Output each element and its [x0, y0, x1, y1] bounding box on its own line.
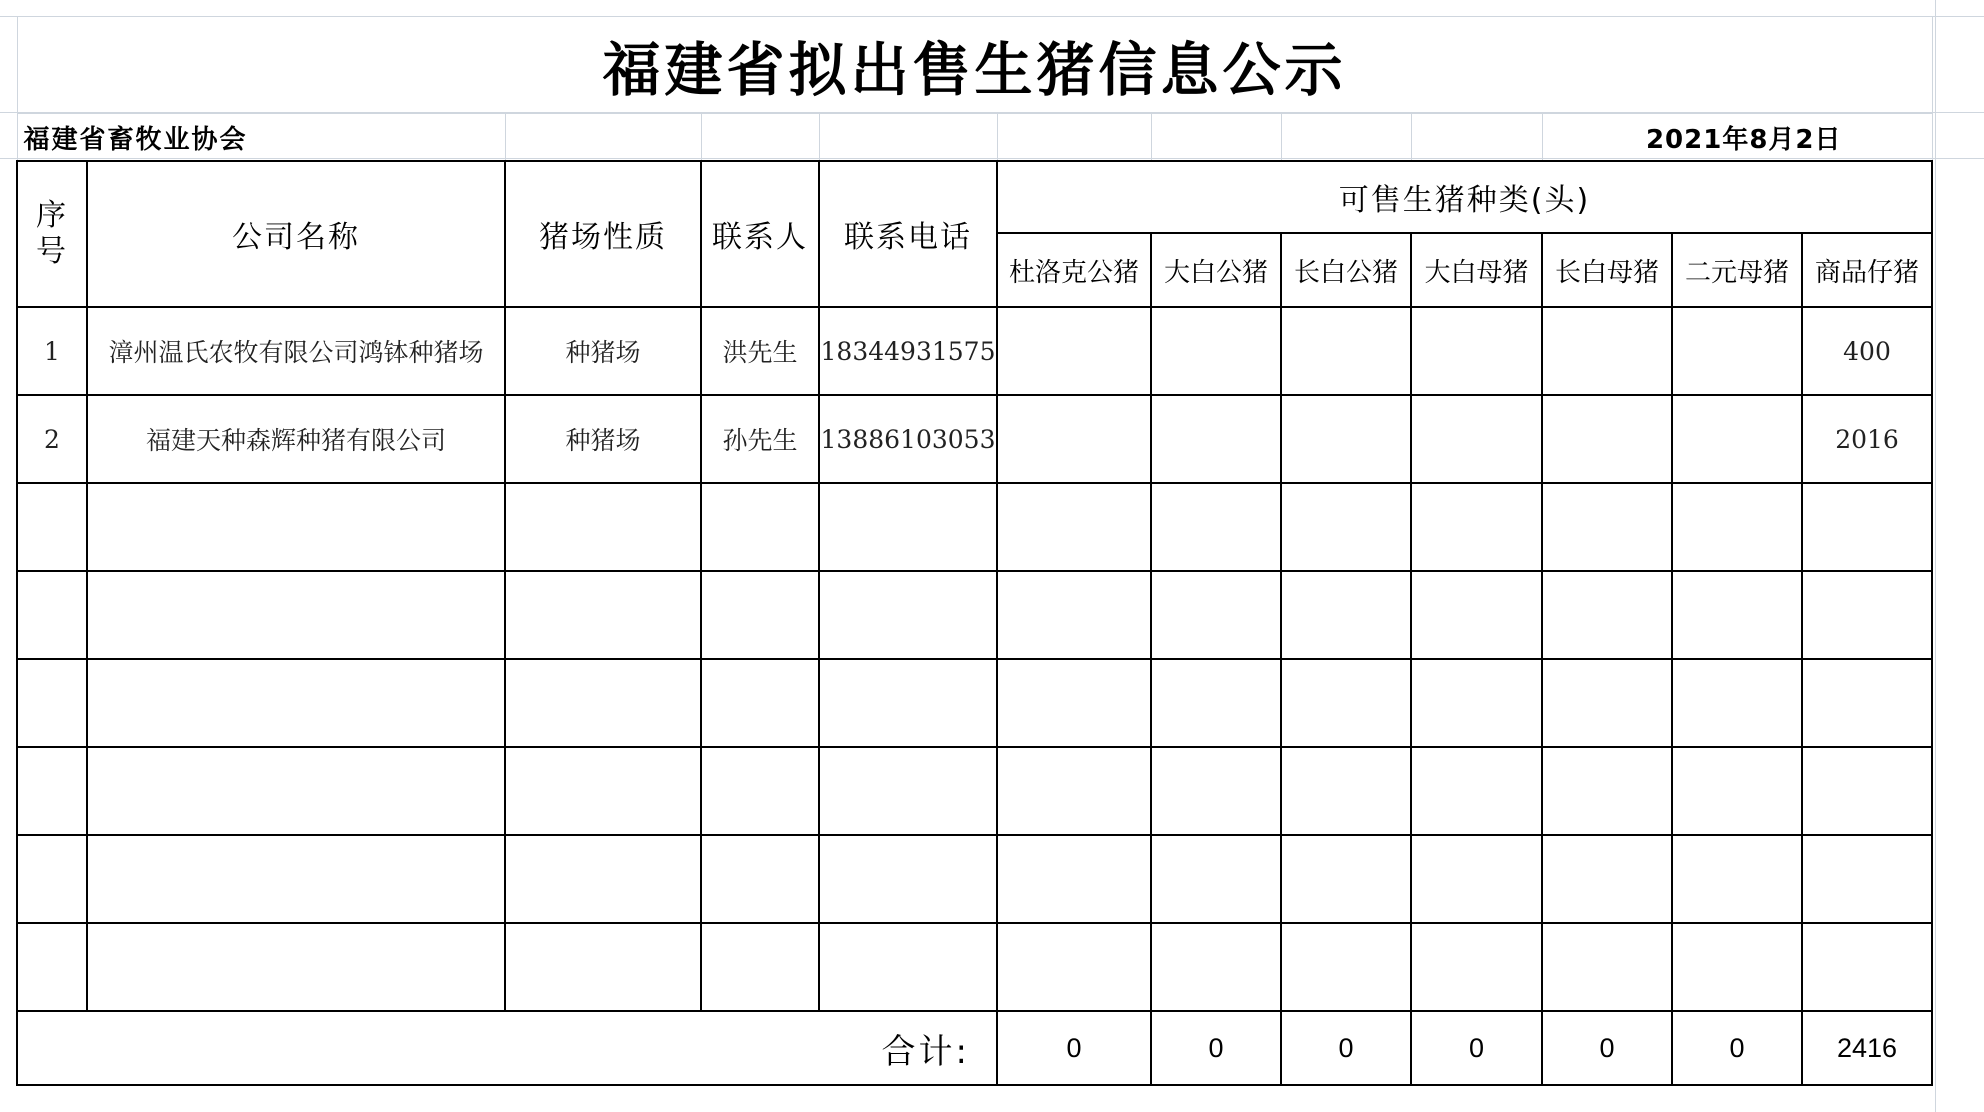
- total-value: 0: [1672, 1011, 1802, 1085]
- contact-cell: [701, 747, 819, 835]
- farm-type-cell: [505, 483, 701, 571]
- count-cell: [997, 923, 1151, 1011]
- company-cell: [87, 483, 505, 571]
- phone-cell: [819, 571, 997, 659]
- total-value: 2416: [1802, 1011, 1932, 1085]
- count-cell: [1802, 659, 1932, 747]
- count-cell: [1802, 483, 1932, 571]
- count-cell: [1411, 835, 1542, 923]
- header-seq: [17, 161, 87, 307]
- count-cell: [1672, 659, 1802, 747]
- header-pig-type: 大白公猪: [1151, 233, 1281, 307]
- table-row: [17, 307, 1932, 395]
- phone-cell: [819, 923, 997, 1011]
- total-value: 0: [1411, 1011, 1542, 1085]
- count-cell: [1542, 483, 1672, 571]
- count-cell: [1281, 571, 1411, 659]
- count-cell: [1151, 483, 1281, 571]
- phone-cell: [819, 659, 997, 747]
- count-cell: [997, 483, 1151, 571]
- count-cell: [1542, 747, 1672, 835]
- header-phone: 联系电话: [819, 161, 997, 307]
- seq-cell: [17, 747, 87, 835]
- farm-type-cell: [505, 923, 701, 1011]
- count-cell: [1151, 307, 1281, 395]
- count-cell: [1151, 659, 1281, 747]
- company-cell: 漳州温氏农牧有限公司鸿钵种猪场: [87, 307, 505, 395]
- count-cell: [1281, 395, 1411, 483]
- count-cell: [1281, 923, 1411, 1011]
- header-pig-type: 长白公猪: [1281, 233, 1411, 307]
- header-pig-type: 商品仔猪: [1802, 233, 1932, 307]
- count-cell: [1411, 395, 1542, 483]
- contact-cell: [701, 923, 819, 1011]
- seq-cell: [17, 835, 87, 923]
- count-cell: [1542, 923, 1672, 1011]
- count-cell: [1672, 835, 1802, 923]
- header-pig-type: 杜洛克公猪: [997, 233, 1151, 307]
- table-row: [17, 835, 1932, 923]
- count-cell: [1411, 571, 1542, 659]
- farm-type-cell: [505, 659, 701, 747]
- seq-cell: 2: [17, 395, 87, 483]
- count-cell: [1802, 571, 1932, 659]
- contact-cell: [701, 659, 819, 747]
- header-pig-type: 二元母猪: [1672, 233, 1802, 307]
- sheet-gridline: [1935, 0, 1936, 1112]
- count-cell: [1802, 835, 1932, 923]
- count-cell: [1151, 571, 1281, 659]
- count-cell: [1411, 307, 1542, 395]
- count-cell: 2016: [1802, 395, 1932, 483]
- count-cell: [1802, 923, 1932, 1011]
- count-cell: [1542, 571, 1672, 659]
- farm-type-cell: [505, 835, 701, 923]
- table-row: [17, 571, 1932, 659]
- header-contact: 联系人: [701, 161, 819, 307]
- contact-cell: [701, 835, 819, 923]
- header-seq-line2: 号: [36, 234, 68, 269]
- header-row-1: [17, 161, 1932, 233]
- count-cell: [1281, 747, 1411, 835]
- total-value: 0: [1281, 1011, 1411, 1085]
- count-cell: 400: [1802, 307, 1932, 395]
- farm-type-cell: 种猪场: [505, 395, 701, 483]
- company-cell: [87, 747, 505, 835]
- count-cell: [1411, 483, 1542, 571]
- contact-cell: 洪先生: [701, 307, 819, 395]
- phone-cell: [819, 747, 997, 835]
- company-cell: 福建天种森辉种猪有限公司: [87, 395, 505, 483]
- count-cell: [1411, 747, 1542, 835]
- count-cell: [1411, 923, 1542, 1011]
- company-cell: [87, 659, 505, 747]
- seq-cell: [17, 571, 87, 659]
- company-cell: [87, 835, 505, 923]
- contact-cell: [701, 483, 819, 571]
- count-cell: [1151, 835, 1281, 923]
- count-cell: [1672, 923, 1802, 1011]
- header-company: 公司名称: [87, 161, 505, 307]
- header-pig-type: 大白母猪: [1411, 233, 1542, 307]
- count-cell: [997, 659, 1151, 747]
- phone-cell: 18344931575: [819, 307, 997, 395]
- info-sheet: [16, 16, 1933, 1086]
- seq-cell: [17, 659, 87, 747]
- total-value: 0: [997, 1011, 1151, 1085]
- count-cell: [997, 747, 1151, 835]
- header-farm-type: 猪场性质: [505, 161, 701, 307]
- total-value: 0: [1542, 1011, 1672, 1085]
- phone-cell: [819, 483, 997, 571]
- count-cell: [1281, 483, 1411, 571]
- contact-cell: 孙先生: [701, 395, 819, 483]
- count-cell: [1281, 307, 1411, 395]
- farm-type-cell: 种猪场: [505, 307, 701, 395]
- table-row: [17, 659, 1932, 747]
- seq-cell: 1: [17, 307, 87, 395]
- count-cell: [997, 307, 1151, 395]
- count-cell: [1672, 483, 1802, 571]
- seq-cell: [17, 483, 87, 571]
- count-cell: [1281, 659, 1411, 747]
- count-cell: [1151, 395, 1281, 483]
- phone-cell: [819, 835, 997, 923]
- company-cell: [87, 923, 505, 1011]
- total-value: 0: [1151, 1011, 1281, 1085]
- count-cell: [1542, 659, 1672, 747]
- count-cell: [1151, 747, 1281, 835]
- count-cell: [1672, 395, 1802, 483]
- phone-cell: 13886103053: [819, 395, 997, 483]
- count-cell: [1672, 571, 1802, 659]
- meta-row: [17, 114, 1932, 162]
- header-pig-type: 长白母猪: [1542, 233, 1672, 307]
- count-cell: [1151, 923, 1281, 1011]
- company-cell: [87, 571, 505, 659]
- table-row: [17, 395, 1932, 483]
- seq-cell: [17, 923, 87, 1011]
- organization-name: 福建省畜牧业协会: [17, 114, 505, 162]
- count-cell: [997, 395, 1151, 483]
- table-row: [17, 923, 1932, 1011]
- page-title: 福建省拟出售生猪信息公示: [17, 17, 1932, 114]
- count-cell: [997, 835, 1151, 923]
- count-cell: [1281, 835, 1411, 923]
- count-cell: [1542, 395, 1672, 483]
- totals-row: [17, 1011, 1932, 1085]
- contact-cell: [701, 571, 819, 659]
- totals-label: 合计:: [17, 1011, 997, 1085]
- count-cell: [997, 571, 1151, 659]
- count-cell: [1672, 307, 1802, 395]
- publish-date: 2021年8月2日: [1542, 114, 1932, 162]
- count-cell: [1542, 835, 1672, 923]
- table-row: [17, 483, 1932, 571]
- farm-type-cell: [505, 571, 701, 659]
- count-cell: [1411, 659, 1542, 747]
- table-row: [17, 747, 1932, 835]
- header-pig-types-group: 可售生猪种类(头): [997, 161, 1932, 233]
- count-cell: [1802, 747, 1932, 835]
- farm-type-cell: [505, 747, 701, 835]
- header-seq-line1: 序: [36, 198, 68, 233]
- count-cell: [1542, 307, 1672, 395]
- count-cell: [1672, 747, 1802, 835]
